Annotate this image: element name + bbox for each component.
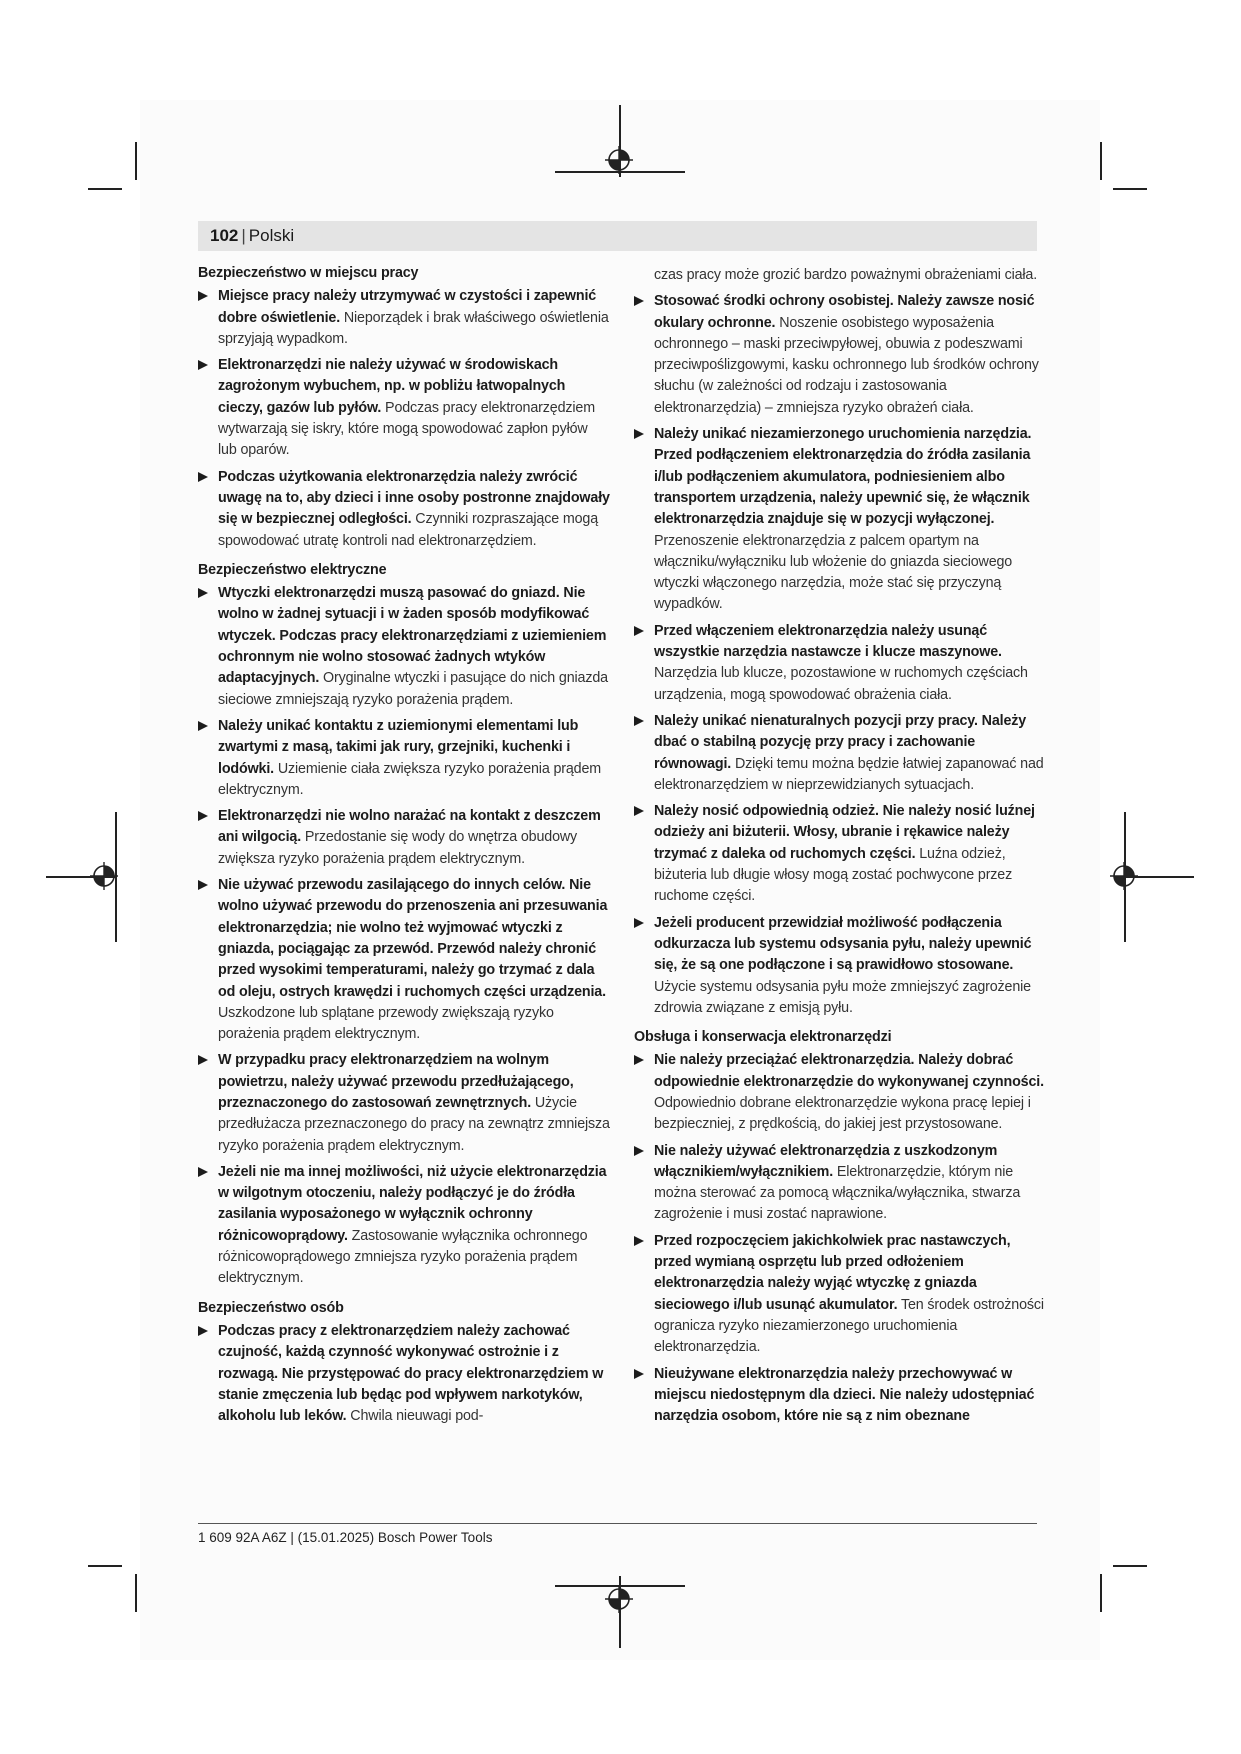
- bullet-regular-text: Luźna odzież, biżuteria lub długie włosy mogą zostać pochwycone przez ruchome części.: [654, 845, 1013, 905]
- triangle-bullet-icon: [634, 296, 644, 306]
- triangle-bullet-icon: [198, 880, 208, 890]
- bullet-item: [198, 467, 610, 552]
- bullet-item: [198, 875, 610, 1045]
- registration-mark-icon: [90, 862, 118, 890]
- bullet-item: [634, 711, 1046, 796]
- page-footer: 1 609 92A A6Z | (15.01.2025) Bosch Power Tools: [198, 1530, 493, 1545]
- crop-mark: [135, 1574, 137, 1612]
- bullet-bold-text: Jeżeli nie ma innej możliwości, niż użycie elektronarzędzia w wilgotnym otoczeniu, należy podłączyć je do źródła zasilania wyposażonego w wyłącznik ochronny różnicowoprądowy.: [218, 1163, 607, 1244]
- bullet-bold-text: Podczas użytkowania elektronarzędzia należy zwrócić uwagę na to, aby dzieci i inne osoby postronne znajdowały się w bezpiecznej odległości.: [218, 468, 610, 528]
- footer-rule: [198, 1523, 1037, 1524]
- bullet-bold-text: Elektronarzędzi nie należy używać w środowiskach zagrożonym wybuchem, np. w pobliżu łatwopalnych cieczy, gazów lub pyłów.: [218, 357, 566, 416]
- triangle-bullet-icon: [198, 721, 208, 731]
- continued-text: czas pracy może grozić bardzo poważnymi obrażeniami ciała.: [654, 267, 1038, 283]
- bullet-regular-text: Użycie systemu odsysania pyłu może zmniejszyć zagrożenie zdrowia związane z emisją pyłu.: [654, 978, 1031, 1016]
- bullet-regular-text: Nieporządek i brak właściwego oświetlenia sprzyjają wypadkom.: [218, 309, 609, 347]
- crop-mark: [1113, 188, 1147, 190]
- triangle-bullet-icon: [198, 588, 208, 598]
- bullet-item: [198, 716, 610, 801]
- bullet-regular-text: Oryginalne wtyczki i pasujące do nich gniazda sieciowe zmniejszają ryzyko porażenia prądem.: [218, 670, 608, 708]
- page-header: [198, 221, 1037, 251]
- bullet-regular-text: Uziemienie ciała zwiększa ryzyko porażenia prądem elektrycznym.: [218, 760, 602, 798]
- bullet-bold-text: Podczas pracy z elektronarzędziem należy zachować czujność, każdą czynność wykonywać ostrożnie i z rozwagą. Nie przystępować do pracy elektronarzędziem w stanie zmęczenia lub będąc pod wpływem narkotyków, alkoholu lub leków.: [218, 1322, 604, 1425]
- bullet-bold-text: Nieużywane elektronarzędzia należy przechowywać w miejscu niedostępnym dla dzieci. Nie należy udostępniać narzędzia osobom, które nie są z nim obeznane: [654, 1365, 1035, 1425]
- bullet-bold-text: W przypadku pracy elektronarzędziem na wolnym powietrzu, należy używać przewodu przedłużającego, przeznaczonego do zastosowań zewnętrznych.: [218, 1052, 574, 1111]
- crop-mark: [1113, 1565, 1147, 1567]
- bullet-bold-text: Elektronarzędzi nie wolno narażać na kontakt z deszczem ani wilgocią.: [218, 808, 601, 846]
- bullet-item: [198, 583, 610, 711]
- bullet-regular-text: Zastosowanie wyłącznika ochronnego różnicowoprądowego zmniejsza ryzyko porażenia prądem elektrycznym.: [218, 1227, 588, 1287]
- bullet-bold-text: Nie należy przeciążać elektronarzędzia. Należy dobrać odpowiednie elektronarzędzie do wykonywanej czynności.: [654, 1052, 1044, 1090]
- bullet-bold-text: Jeżeli producent przewidział możliwość podłączenia odkurzacza lub systemu odsysania pyłu, należy upewnić się, że są one podłączone i są prawidłowo stosowane.: [654, 914, 1032, 974]
- bullet-item: [634, 1364, 1046, 1428]
- bullet-regular-text: Odpowiednio dobrane elektronarzędzie wykona pracę lepiej i bezpieczniej, z prędkością, do jakiej jest przystosowane.: [654, 1094, 1031, 1133]
- bullet-item: [634, 1050, 1046, 1135]
- bullet-regular-text: Czynniki rozpraszające mogą spowodować utratę kontroli nad elektronarzędziem.: [218, 511, 598, 549]
- bullet-regular-text: Uszkodzone lub splątane przewody zwiększają ryzyko porażenia prądem elektrycznym.: [218, 1004, 554, 1043]
- bullet-regular-text: Chwila nieuwagi pod-: [346, 1408, 484, 1425]
- crop-mark: [1100, 1574, 1102, 1612]
- bullet-bold-text: Należy unikać nienaturalnych pozycji przy pracy. Należy dbać o stabilną pozycję przy pracy i zachowanie równowagi.: [654, 712, 1027, 772]
- section-title: Obsługa i konserwacja elektronarzędzi: [634, 1029, 892, 1046]
- bullet-item: [198, 355, 610, 461]
- triangle-bullet-icon: [198, 1167, 208, 1177]
- bullet-regular-text: Elektronarzędzie, którym nie można sterować za pomocą włącznika/wyłącznika, stwarza zagrożenie i musi zostać naprawione.: [654, 1163, 1021, 1223]
- bullet-bold-text: Nie należy używać elektronarzędzia z uszkodzonym włącznikiem/wyłącznikiem.: [654, 1142, 998, 1180]
- bullet-item: [198, 286, 610, 350]
- registration-mark-icon: [605, 1585, 633, 1613]
- bullet-bold-text: Należy unikać niezamierzonego uruchomienia narzędzia. Przed podłączeniem elektronarzędzia do źródła zasilania i/lub podłączeniem akumulatora, podniesieniem albo transportem urządzenia, należy upewnić się, że włącznik elektronarzędzia znajduje się w pozycji wyłączonej.: [654, 426, 1032, 528]
- triangle-bullet-icon: [634, 429, 644, 439]
- bullet-bold-text: Nie używać przewodu zasilającego do innych celów. Nie wolno używać przewodu do przenoszenia ani przesuwania elektronarzędzia; nie wolno też wyjmować wtyczki z gniazda, pociągając za przewód. Przewód należy chronić przed wysokimi temperaturami, należy go trzymać z dala od oleju, ostrych krawędzi i ruchomych części urządzenia.: [218, 877, 608, 1000]
- bullet-bold-text: Przed rozpoczęciem jakichkolwiek prac nastawczych, przed wymianą osprzętu lub przed odłożeniem elektronarzędzia należy wyjąć wtyczkę z gniazda sieciowego i/lub usunąć akumulator.: [654, 1232, 1011, 1313]
- crop-mark: [88, 1565, 122, 1567]
- triangle-bullet-icon: [198, 1055, 208, 1065]
- triangle-bullet-icon: [634, 806, 644, 816]
- left-column: [198, 263, 610, 1432]
- triangle-bullet-icon: [634, 1146, 644, 1156]
- bullet-item: [634, 801, 1046, 907]
- bullet-regular-text: Noszenie osobistego wyposażenia ochronnego – maski przeciwpyłowej, obuwia z podeszwami przeciwpoślizgowymi, kasku ochronnego lub środków ochrony słuchu (w zależności od rodzaju i zastosowania elektronarzędzia) – zmniejsza ryzyko obrażeń ciała.: [654, 314, 1039, 416]
- bullet-item: [198, 1162, 610, 1290]
- bullet-item: [634, 913, 1046, 1019]
- triangle-bullet-icon: [198, 360, 208, 370]
- triangle-bullet-icon: [198, 472, 208, 482]
- bullet-item: [634, 424, 1046, 616]
- bullet-item: [198, 806, 610, 870]
- bullet-regular-text: Narzędzia lub klucze, pozostawione w ruchomych częściach urządzenia, mogą spowodować obrażenia ciała.: [654, 665, 1028, 703]
- registration-mark-icon: [605, 146, 633, 174]
- bullet-item: [634, 621, 1046, 706]
- section-title: Bezpieczeństwo w miejscu pracy: [198, 265, 419, 281]
- page-number: 102: [210, 226, 239, 245]
- bullet-item: [634, 291, 1046, 419]
- bullet-regular-text: Ten środek ostrożności ogranicza ryzyko niezamierzonego uruchomienia elektronarzędzia.: [654, 1296, 1044, 1356]
- triangle-bullet-icon: [634, 1055, 644, 1065]
- section-title: Bezpieczeństwo osób: [198, 1299, 344, 1316]
- triangle-bullet-icon: [634, 716, 644, 726]
- bullet-bold-text: Stosować środki ochrony osobistej. Należy zawsze nosić okulary ochronne.: [654, 293, 1035, 331]
- bullet-bold-text: Należy nosić odpowiednią odzież. Nie należy nosić luźnej odzieży ani biżuterii. Włosy, ubranie i rękawice należy trzymać z daleka od ruchomych części.: [654, 803, 1035, 862]
- triangle-bullet-icon: [634, 626, 644, 636]
- crop-mark: [135, 142, 137, 180]
- header-language: Polski: [248, 226, 295, 245]
- bullet-bold-text: Miejsce pracy należy utrzymywać w czystości i zapewnić dobre oświetlenie.: [218, 288, 597, 326]
- header-separator: |: [241, 226, 246, 245]
- bullet-item: [634, 1231, 1046, 1359]
- bullet-regular-text: Przenoszenie elektronarzędzia z palcem opartym na włączniku/wyłączniku lub włożenie do gniazda sieciowego wtyczki włączonego narzędzia, może stać się przyczyną wypadków.: [654, 532, 1013, 613]
- bullet-item: [198, 1321, 610, 1427]
- triangle-bullet-icon: [198, 1326, 208, 1336]
- right-column: [634, 265, 1046, 1432]
- crop-mark: [1100, 142, 1102, 180]
- bullet-bold-text: Należy unikać kontaktu z uziemionymi elementami lub zwartymi z masą, takimi jak rury, grzejniki, kuchenki i lodówki.: [218, 717, 579, 777]
- registration-mark-icon: [1110, 862, 1138, 890]
- triangle-bullet-icon: [634, 1369, 644, 1379]
- section-title: Bezpieczeństwo elektryczne: [198, 561, 387, 578]
- triangle-bullet-icon: [634, 918, 644, 928]
- bullet-regular-text: Przedostanie się wody do wnętrza obudowy zwiększa ryzyko porażenia prądem elektrycznym.: [218, 829, 578, 867]
- bullet-bold-text: Wtyczki elektronarzędzi muszą pasować do gniazd. Nie wolno w żadnej sytuacji i w żaden sposób modyfikować wtyczek. Podczas pracy elektronarzędziami z uziemieniem ochronnym nie wolno stosować żadnych wtyków adaptacyjnych.: [218, 585, 607, 687]
- bullet-regular-text: Podczas pracy elektronarzędziem wytwarzają się iskry, które mogą spowodować zapłon pyłów lub oparów.: [218, 399, 595, 459]
- bullet-bold-text: Przed włączeniem elektronarzędzia należy usunąć wszystkie narzędzia nastawcze i klucze maszynowe.: [654, 622, 1002, 661]
- bullet-regular-text: Dzięki temu można będzie łatwiej zapanować nad elektronarzędziem w nieprzewidzianych sytuacjach.: [654, 755, 1044, 793]
- bullet-item: [198, 1050, 610, 1156]
- triangle-bullet-icon: [198, 291, 208, 301]
- bullet-regular-text: Użycie przedłużacza przeznaczonego do pracy na zewnątrz zmniejsza ryzyko porażenia prądem elektrycznym.: [218, 1094, 610, 1154]
- triangle-bullet-icon: [198, 811, 208, 821]
- crop-mark: [88, 188, 122, 190]
- bullet-item: [634, 1141, 1046, 1226]
- triangle-bullet-icon: [634, 1236, 644, 1246]
